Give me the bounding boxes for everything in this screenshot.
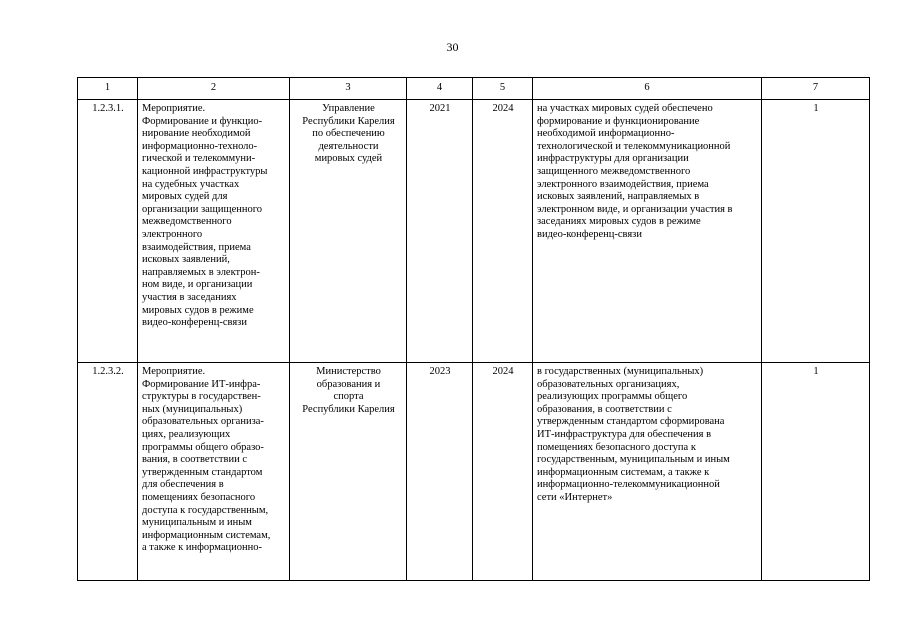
column-header: 7 (762, 78, 870, 100)
column-header: 6 (533, 78, 762, 100)
expected-result: в государственных (муниципальных) образовательных организациях, реализующих программы общего образования, в соответствии с утвержденным стандартом сформирована ИТ-инфраструктура для обеспечения в помещениях безопасного доступа к государственным, муниципальным и иным информационным системам, а также к информационно-телекоммуникационной сети «Интернет» (533, 363, 762, 581)
table-header-row (78, 78, 870, 100)
executor: Управление Республики Карелия по обеспечению деятельности мировых судей (290, 100, 407, 363)
start-year: 2023 (407, 363, 473, 581)
measures-table (77, 77, 870, 581)
end-year: 2024 (473, 363, 533, 581)
column-header: 4 (407, 78, 473, 100)
column-7-value: 1 (762, 363, 870, 581)
end-year: 2024 (473, 100, 533, 363)
table-row (78, 100, 870, 363)
start-year: 2021 (407, 100, 473, 363)
row-number: 1.2.3.2. (78, 363, 138, 581)
table-row (78, 363, 870, 581)
column-header: 5 (473, 78, 533, 100)
column-7-value: 1 (762, 100, 870, 363)
column-header: 2 (138, 78, 290, 100)
column-header: 1 (78, 78, 138, 100)
executor: Министерство образования и спорта Республики Карелия (290, 363, 407, 581)
row-number: 1.2.3.1. (78, 100, 138, 363)
expected-result: на участках мировых судей обеспечено формирование и функционирование необходимой информационно- технологической и телекоммуникационной инфраструктуры для организации защищенного межведомственного электронного взаимодействия, приема исковых заявлений, направляемых в электронном виде, и организации участия в заседаниях мировых судов в режиме видео-конференц-связи (533, 100, 762, 363)
event-description: Мероприятие. Формирование ИТ-инфра- структуры в государствен- ных (муниципальных) образовательных организа- циях, реализующих программы общего образо- вания, в соответствии с утвержденным стандартом для обеспечения в помещениях безопасного доступа к государственным, муниципальным и иным информационным системам, а также к информационно- (138, 363, 290, 581)
event-description: Мероприятие. Формирование и функцио- нирование необходимой информационно-техноло- гической и телекоммуни- кационной инфраструктуры на судебных участках мировых судей для организации защищенного межведомственного электронного взаимодействия, приема исковых заявлений, направляемых в электрон- ном виде, и организации участия в заседаниях мировых судов в режиме видео-конференц-связи (138, 100, 290, 363)
column-header: 3 (290, 78, 407, 100)
page-number: 30 (446, 40, 459, 54)
